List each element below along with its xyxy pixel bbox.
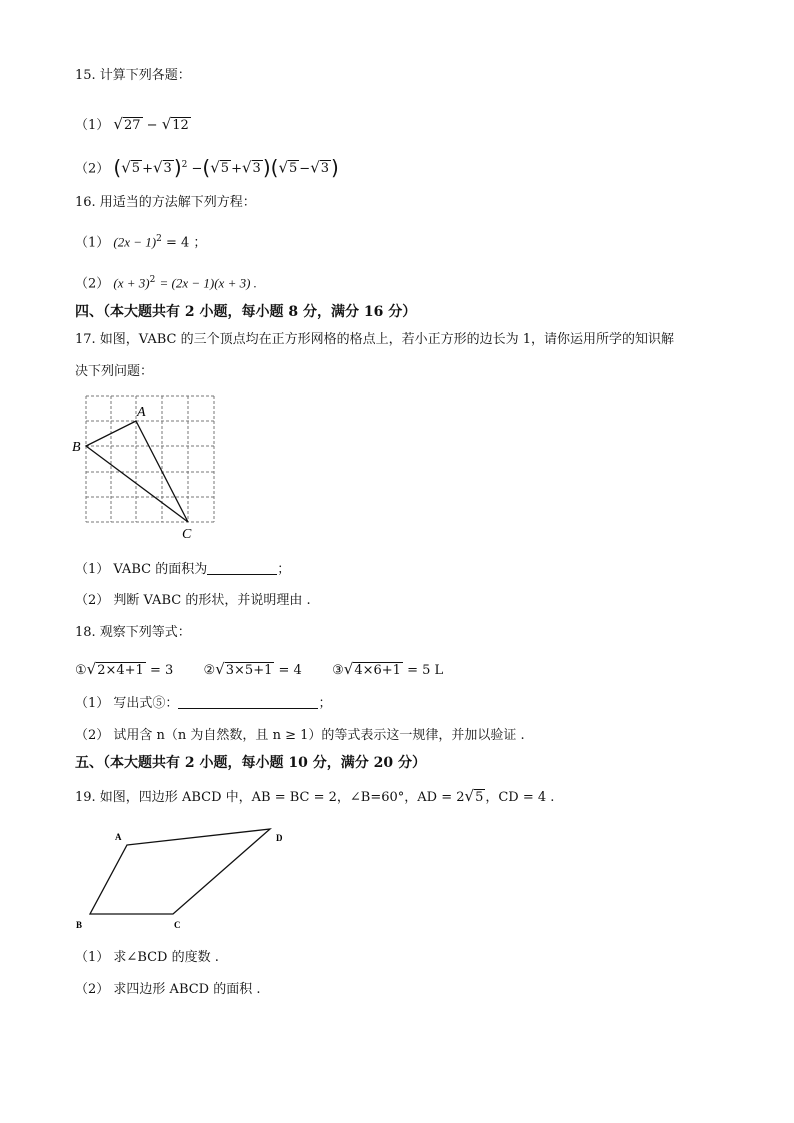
- section-5-heading: 五、（本大题共有 2 小题，每小题 10 分，满分 20 分）: [75, 755, 426, 771]
- q19-part2: （2） 求四边形 ABCD 的面积 .: [75, 982, 261, 997]
- q18-equations: ①√2×4+1 = 3 ②√3×5+1 = 4 ③√4×6+1 = 5 L: [75, 660, 444, 678]
- q18-radicand-3: 4×6+1: [354, 663, 401, 678]
- q19-quadrilateral-figure: [70, 820, 300, 935]
- q17-part2: （2） 判断 VABC 的形状，并说明理由 .: [75, 593, 311, 608]
- q15-part1: [75, 114, 191, 136]
- q16-part1-expr: (2x − 1): [113, 234, 157, 250]
- vertex-label-d: D: [276, 833, 283, 843]
- q15-stem: 15. 计算下列各题：: [75, 68, 191, 83]
- q15-radicand-b: 12: [172, 118, 189, 133]
- q18-part2: （2） 试用含 n（n 为自然数，且 n ≥ 1）的等式表示这一规律，并加以验证 .: [75, 728, 525, 743]
- q18-stem: 18. 观察下列等式：: [75, 625, 191, 640]
- grid-lines: [86, 396, 214, 522]
- q18-radicand-2: 3×5+1: [225, 663, 273, 678]
- q15-part1-label: （1）: [75, 118, 110, 133]
- q17-part2-text: 判断 VABC 的形状，并说明理由 .: [113, 593, 311, 608]
- q16-stem: 16. 用适当的方法解下列方程：: [75, 195, 256, 210]
- q19-part1: （1） 求∠BCD 的度数 .: [75, 950, 219, 965]
- q15-radicand-a: 27: [123, 118, 141, 133]
- q16-part2: （2） $(x + 3)^2 = (2x - 1)(x + 3)$ .: [75, 275, 257, 292]
- vertex-label-a: A: [137, 405, 146, 420]
- q18-part1: （1） 写出式⑤： ；: [75, 696, 332, 711]
- answer-blank: [207, 574, 277, 575]
- answer-blank: [178, 708, 318, 709]
- sqrt-symbol: √: [113, 115, 123, 133]
- vertex-label-b: B: [76, 920, 83, 930]
- q18-radicand-1: 2×4+1: [97, 663, 144, 678]
- minus-sign: −: [146, 118, 158, 133]
- q17-part1-text: VABC 的面积为: [113, 562, 208, 577]
- sqrt-symbol: √: [161, 115, 172, 133]
- q18-part1-text: 写出式⑤：: [113, 696, 179, 711]
- q18-part2-text: 试用含 n（n 为自然数，且 n ≥ 1）的等式表示这一规律，并加以验证 .: [113, 728, 525, 743]
- q19-stem-text: 19. 如图，四边形 ABCD 中，AB = BC = 2，∠B=60°，AD = 2: [75, 790, 465, 805]
- q17-stem-line2: 决下列问题：: [75, 364, 154, 379]
- vertex-label-a: A: [115, 832, 122, 842]
- vertex-label-c: C: [174, 920, 181, 930]
- q15-part2: （2） (√5 +√3 )$^2$ −(√5 +√3 )(√5 −√3 ): [75, 155, 339, 180]
- q15-part2-label: （2）: [75, 161, 110, 177]
- vertex-label-c: C: [182, 527, 192, 542]
- q16-part2-rhs: = (2x − 1)(x + 3) .: [159, 275, 257, 291]
- section-4-heading: 四、（本大题共有 2 小题，每小题 8 分，满分 16 分）: [75, 304, 417, 320]
- q17-part1: （1） VABC 的面积为 ；: [75, 562, 291, 577]
- q16-part1: （1） $(2x - 1)^2 = 4$ ；: [75, 234, 207, 251]
- q16-part1-rhs: = 4 ；: [166, 235, 207, 251]
- q16-part2-lhs: (x + 3): [113, 275, 150, 291]
- q19-stem: 19. 如图，四边形 ABCD 中，AB = BC = 2，∠B=60°，AD = 2√5 ，CD = 4 .: [75, 787, 555, 805]
- q17-grid-figure: [65, 388, 225, 543]
- q19-part1-text: 求∠BCD 的度数 .: [113, 950, 219, 965]
- q19-part2-text: 求四边形 ABCD 的面积 .: [113, 982, 261, 997]
- q17-stem-line1: 17. 如图，VABC 的三个顶点均在正方形网格的格点上，若小正方形的边长为 1，请你运用所学的知识解: [75, 332, 674, 347]
- vertex-label-b: B: [72, 440, 81, 455]
